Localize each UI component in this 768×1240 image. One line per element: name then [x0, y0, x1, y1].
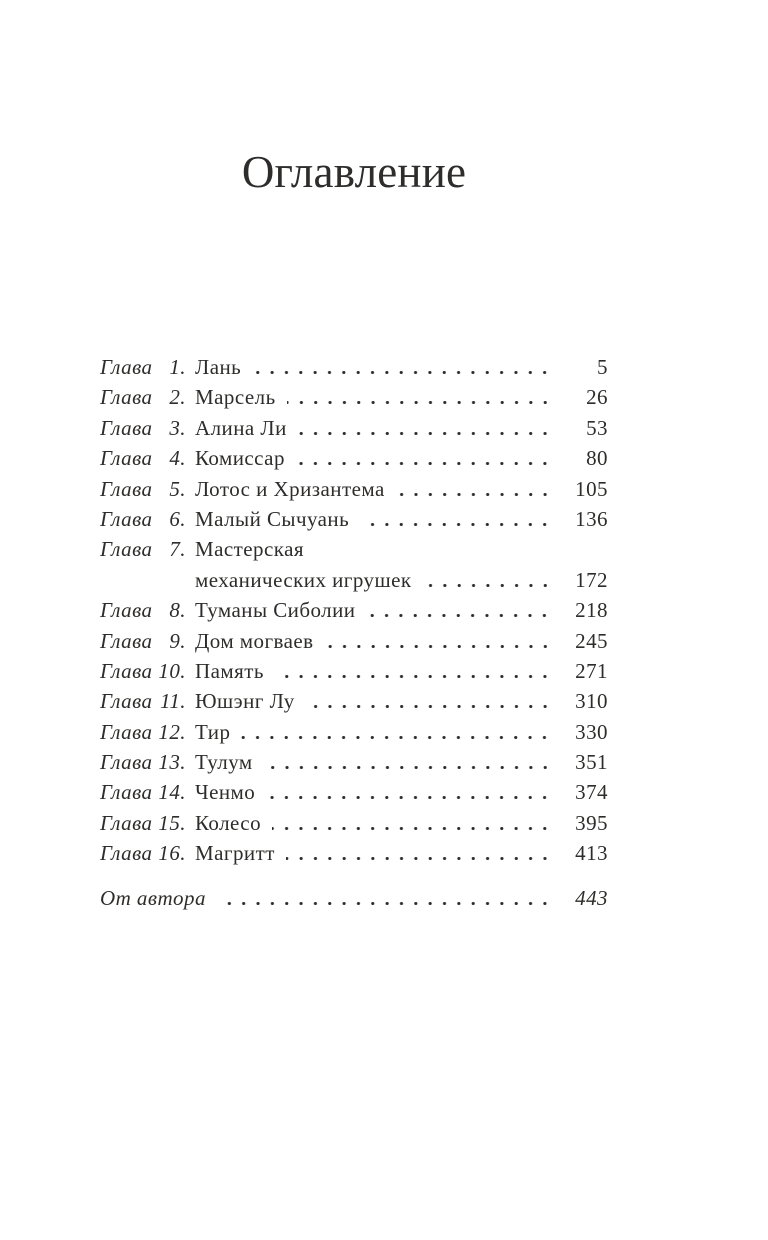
chapter-number: 4. — [169, 446, 186, 471]
chapter-number: 15. — [158, 810, 186, 835]
chapter-word: Глава — [100, 841, 153, 866]
dot-leader — [306, 705, 552, 708]
dot-leader — [423, 584, 552, 587]
chapter-title: Алина Ли — [195, 415, 287, 440]
page-number: 105 — [575, 476, 608, 501]
chapter-title: Юшэнг Лу — [195, 689, 295, 714]
toc-row — [100, 385, 608, 415]
chapter-title: Малый Сычуань — [195, 506, 350, 531]
page-number: 374 — [575, 780, 608, 805]
chapter-title: Мастерская — [195, 537, 304, 562]
chapter-number: 9. — [169, 628, 186, 653]
chapter-number: 2. — [169, 385, 186, 410]
page-number: 245 — [575, 628, 608, 653]
chapter-title-line2: механических игрушек — [195, 567, 412, 592]
dot-leader — [252, 371, 552, 374]
chapter-title: Лотос и Хризантема — [195, 476, 385, 501]
page-number: 310 — [575, 689, 608, 714]
page-number: 413 — [575, 841, 608, 866]
page-number: 443 — [575, 885, 608, 910]
dot-leader — [296, 462, 552, 465]
chapter-word: Глава — [100, 658, 153, 683]
dot-leader — [287, 401, 552, 404]
chapter-title: Марсель — [195, 385, 276, 410]
dot-leader — [241, 736, 552, 739]
page-number: 26 — [586, 385, 608, 410]
chapter-number: 7. — [169, 537, 186, 562]
toc-row — [100, 446, 608, 476]
toc-row — [100, 477, 608, 507]
toc-row — [100, 811, 608, 841]
dot-leader — [286, 857, 552, 860]
chapter-title: Память — [195, 658, 264, 683]
toc-row — [100, 659, 608, 689]
chapter-word: Глава — [100, 780, 153, 805]
toc-row — [100, 780, 608, 810]
toc-row — [100, 598, 608, 628]
chapter-word: Глава — [100, 415, 153, 440]
chapter-title: Туманы Сиболии — [195, 598, 356, 623]
chapter-title: Лань — [195, 355, 242, 379]
chapter-number: 8. — [169, 598, 186, 623]
chapter-word: Глава — [100, 506, 153, 531]
chapter-number: 1. — [169, 355, 186, 379]
dot-leader — [298, 432, 552, 435]
chapter-title: Ченмо — [195, 780, 256, 805]
chapter-number: 3. — [169, 415, 186, 440]
page-number: 80 — [586, 446, 608, 471]
dot-leader — [366, 614, 552, 617]
chapter-number: 5. — [169, 476, 186, 501]
page-number: 5 — [597, 355, 608, 379]
chapter-title: Дом могваев — [195, 628, 314, 653]
author-note-row — [100, 886, 608, 916]
dot-leader — [266, 796, 552, 799]
chapter-number: 11. — [159, 689, 186, 714]
chapter-word: Глава — [100, 628, 153, 653]
table-of-contents — [100, 355, 608, 916]
chapter-word: Глава — [100, 537, 153, 562]
chapter-title: Колесо — [195, 810, 262, 835]
chapter-word: Глава — [100, 719, 153, 744]
toc-row — [100, 841, 608, 871]
dot-leader — [325, 645, 552, 648]
chapter-number: 13. — [158, 750, 186, 775]
toc-row — [100, 689, 608, 719]
toc-row — [100, 629, 608, 659]
chapter-word: Глава — [100, 689, 153, 714]
dot-leader — [360, 523, 552, 526]
dot-leader — [264, 766, 552, 769]
chapter-word: Глава — [100, 598, 153, 623]
author-note-label: От автора — [100, 885, 206, 910]
toc-row — [100, 507, 608, 537]
chapter-word: Глава — [100, 355, 153, 379]
toc-row — [100, 537, 608, 567]
chapter-title: Тулум — [195, 750, 253, 775]
chapter-word: Глава — [100, 446, 153, 471]
chapter-number: 12. — [158, 719, 186, 744]
chapter-title: Магритт — [195, 841, 275, 866]
chapter-word: Глава — [100, 476, 153, 501]
toc-row-continuation — [100, 568, 608, 598]
toc-row — [100, 416, 608, 446]
chapter-word: Глава — [100, 810, 153, 835]
dot-leader — [272, 827, 552, 830]
page-number: 271 — [575, 658, 608, 683]
page-number: 218 — [575, 598, 608, 623]
page-number: 395 — [575, 810, 608, 835]
dot-leader — [217, 902, 552, 905]
chapter-number: 16. — [158, 841, 186, 866]
toc-row — [100, 720, 608, 750]
page-number: 172 — [575, 567, 608, 592]
page-title: Оглавление — [241, 147, 467, 197]
dot-leader — [396, 493, 552, 496]
chapter-number: 10. — [158, 658, 186, 683]
page-number: 136 — [575, 506, 608, 531]
dot-leader — [275, 675, 552, 678]
page-number: 351 — [575, 750, 608, 775]
chapter-title: Тир — [195, 719, 231, 744]
toc-row — [100, 750, 608, 780]
toc-row — [100, 355, 608, 385]
chapter-number: 6. — [169, 506, 186, 531]
page-number: 330 — [575, 719, 608, 744]
chapter-word: Глава — [100, 385, 153, 410]
chapter-title: Комиссар — [195, 446, 285, 471]
page-number: 53 — [586, 415, 608, 440]
chapter-word: Глава — [100, 750, 153, 775]
chapter-number: 14. — [158, 780, 186, 805]
